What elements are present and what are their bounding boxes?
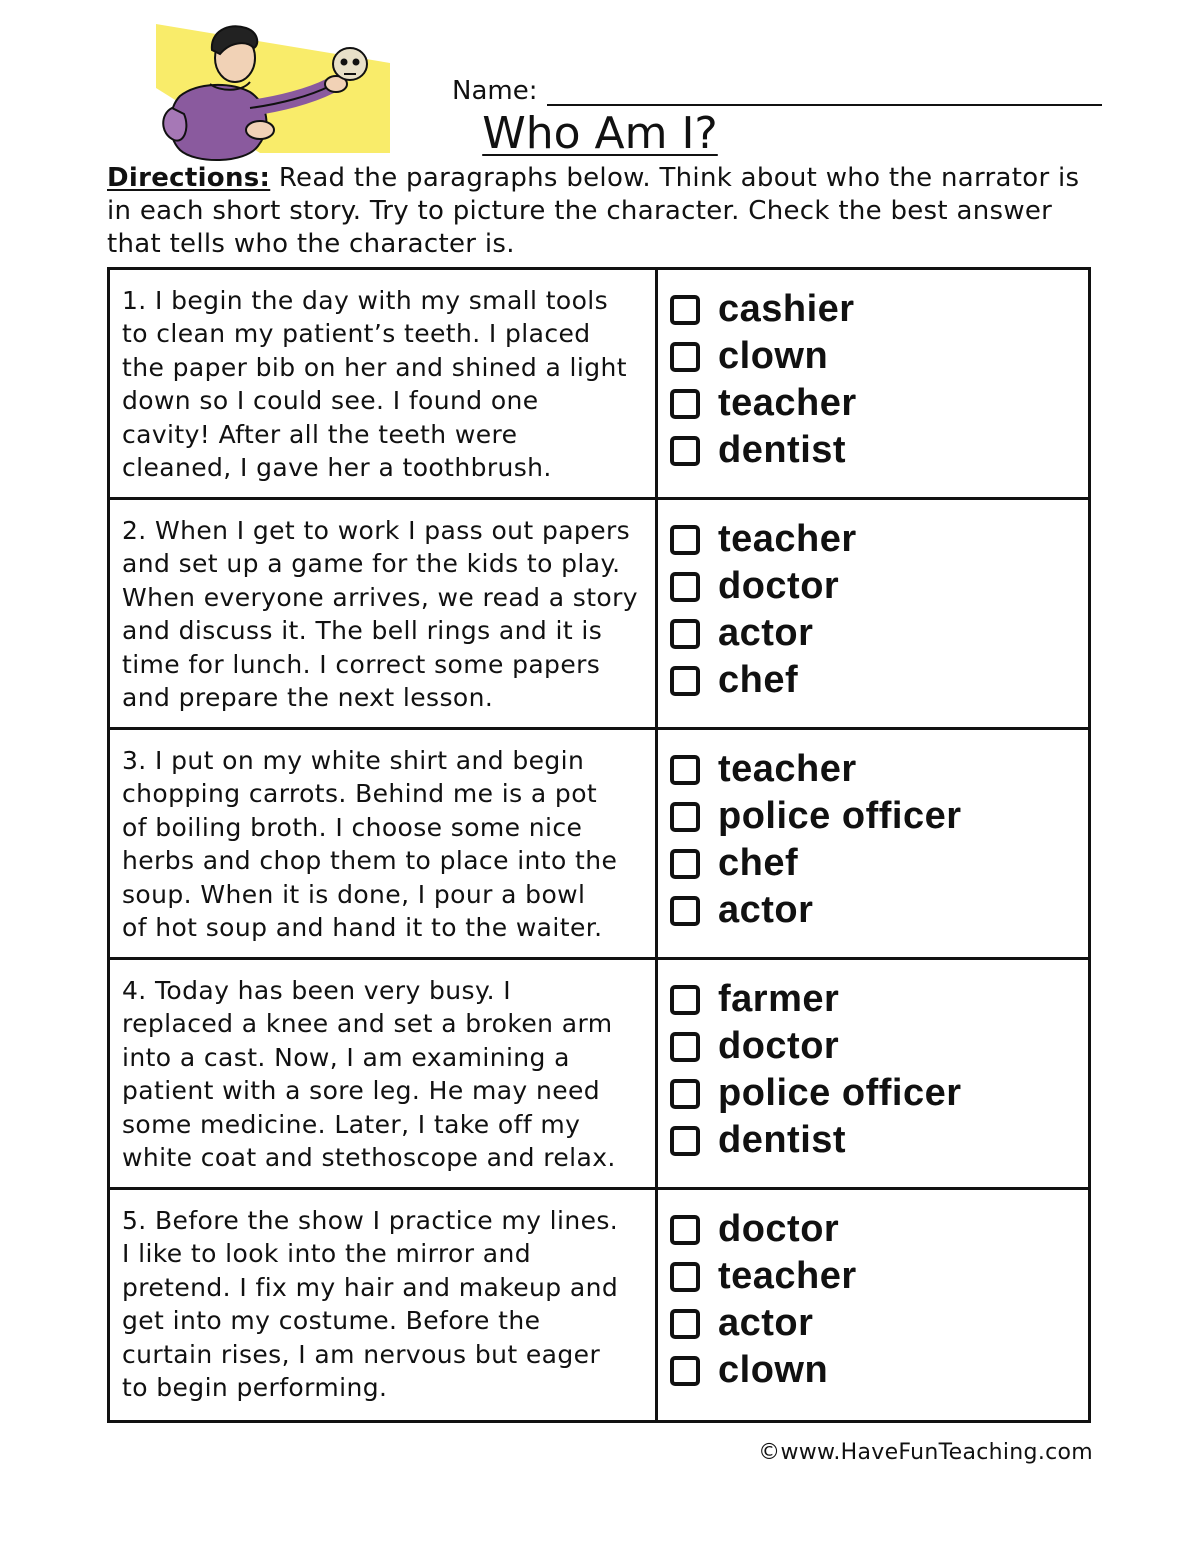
question-5-choice-3[interactable] — [670, 1300, 1090, 1347]
checkbox[interactable] — [670, 1262, 700, 1292]
checkbox[interactable] — [670, 295, 700, 325]
directions-text: Read the paragraphs below. Think about who the narrator is in each short story. Try to picture the character. Check the best answer that tells who the character is. — [107, 163, 1080, 259]
question-3-choice-4[interactable] — [670, 887, 1090, 934]
question-1-choice-3[interactable] — [670, 380, 1090, 427]
choice-label: teacher — [718, 382, 857, 424]
question-2-choice-4[interactable] — [670, 657, 1090, 704]
checkbox[interactable] — [670, 525, 700, 555]
checkbox[interactable] — [670, 1309, 700, 1339]
question-4-choice-1[interactable] — [670, 976, 1090, 1023]
choice-label: actor — [718, 1302, 814, 1344]
question-4-choice-2[interactable] — [670, 1023, 1090, 1070]
choice-label: dentist — [718, 1119, 847, 1161]
question-2-choice-3[interactable] — [670, 610, 1090, 657]
question-table — [107, 267, 1091, 1423]
question-3-choices — [670, 746, 1090, 934]
choice-label: teacher — [718, 1255, 857, 1297]
page-title — [0, 106, 1200, 162]
question-row-3 — [110, 730, 1088, 960]
question-4-choices — [670, 976, 1090, 1164]
checkbox[interactable] — [670, 666, 700, 696]
question-1-choices — [670, 286, 1090, 474]
question-row-2 — [110, 500, 1088, 730]
question-3-choice-3[interactable] — [670, 840, 1090, 887]
choice-label: police officer — [718, 795, 962, 837]
question-row-5 — [110, 1190, 1088, 1420]
choice-label: actor — [718, 612, 814, 654]
checkbox[interactable] — [670, 389, 700, 419]
question-3-story: 3. I put on my white shirt and begin chopping carrots. Behind me is a pot of boiling broth. I choose some nice herbs and chop them to place into the soup. When it is done, I pour a bowl of hot soup and hand it to the waiter. — [110, 730, 658, 957]
question-1-choice-2[interactable] — [670, 333, 1090, 380]
question-row-4 — [110, 960, 1088, 1190]
question-5-story: 5. Before the show I practice my lines. I like to look into the mirror and pretend. I fix my hair and makeup and get into my costume. Before the curtain rises, I am nervous but eager to begin performing. — [110, 1190, 658, 1420]
question-2-choice-1[interactable] — [670, 516, 1090, 563]
name-label: Name: — [452, 76, 538, 106]
checkbox[interactable] — [670, 572, 700, 602]
question-2-choices — [670, 516, 1090, 704]
name-blank-line[interactable] — [547, 76, 1102, 106]
question-5-choices — [670, 1206, 1090, 1394]
question-1-story: 1. I begin the day with my small tools to clean my patient’s teeth. I placed the paper bib on her and shined a light down so I could see. I found one cavity! After all the teeth were cleaned, I gave her a toothbrush. — [110, 270, 658, 497]
choice-label: teacher — [718, 748, 857, 790]
question-row-1 — [110, 270, 1088, 500]
question-1-choice-1[interactable] — [670, 286, 1090, 333]
checkbox[interactable] — [670, 755, 700, 785]
choice-label: doctor — [718, 1208, 840, 1250]
checkbox[interactable] — [670, 985, 700, 1015]
choice-label: chef — [718, 659, 799, 701]
checkbox[interactable] — [670, 1079, 700, 1109]
choice-label: actor — [718, 889, 814, 931]
copyright-footer: ©www.HaveFunTeaching.com — [758, 1440, 1093, 1465]
choice-label: clown — [718, 335, 829, 377]
choice-label: dentist — [718, 429, 847, 471]
checkbox[interactable] — [670, 896, 700, 926]
checkbox[interactable] — [670, 1356, 700, 1386]
choice-label: chef — [718, 842, 799, 884]
checkbox[interactable] — [670, 1126, 700, 1156]
choice-label: cashier — [718, 288, 855, 330]
checkbox[interactable] — [670, 1215, 700, 1245]
choice-label: teacher — [718, 518, 857, 560]
question-4-story: 4. Today has been very busy. I replaced a knee and set a broken arm into a cast. Now, I am examining a patient with a sore leg. He may need some medicine. Later, I take off my white coat and stethoscope and relax. — [110, 960, 658, 1187]
checkbox[interactable] — [670, 849, 700, 879]
checkbox[interactable] — [670, 1032, 700, 1062]
question-3-choice-2[interactable] — [670, 793, 1090, 840]
question-5-choice-2[interactable] — [670, 1253, 1090, 1300]
choice-label: doctor — [718, 1025, 840, 1067]
checkbox[interactable] — [670, 802, 700, 832]
directions-label: Directions: — [107, 163, 271, 193]
choice-label: police officer — [718, 1072, 962, 1114]
question-2-story: 2. When I get to work I pass out papers and set up a game for the kids to play. When everyone arrives, we read a story and discuss it. The bell rings and it is time for lunch. I correct some papers and prepare the next lesson. — [110, 500, 658, 727]
checkbox[interactable] — [670, 619, 700, 649]
question-2-choice-2[interactable] — [670, 563, 1090, 610]
choice-label: doctor — [718, 565, 840, 607]
question-4-choice-3[interactable] — [670, 1070, 1090, 1117]
choice-label: clown — [718, 1349, 829, 1391]
directions — [107, 162, 1097, 261]
question-5-choice-1[interactable] — [670, 1206, 1090, 1253]
question-4-choice-4[interactable] — [670, 1117, 1090, 1164]
question-5-choice-4[interactable] — [670, 1347, 1090, 1394]
page-title-text: Who Am I? — [482, 108, 718, 159]
checkbox[interactable] — [670, 436, 700, 466]
question-1-choice-4[interactable] — [670, 427, 1090, 474]
choice-label: farmer — [718, 978, 840, 1020]
checkbox[interactable] — [670, 342, 700, 372]
name-field[interactable] — [452, 70, 1102, 106]
question-3-choice-1[interactable] — [670, 746, 1090, 793]
